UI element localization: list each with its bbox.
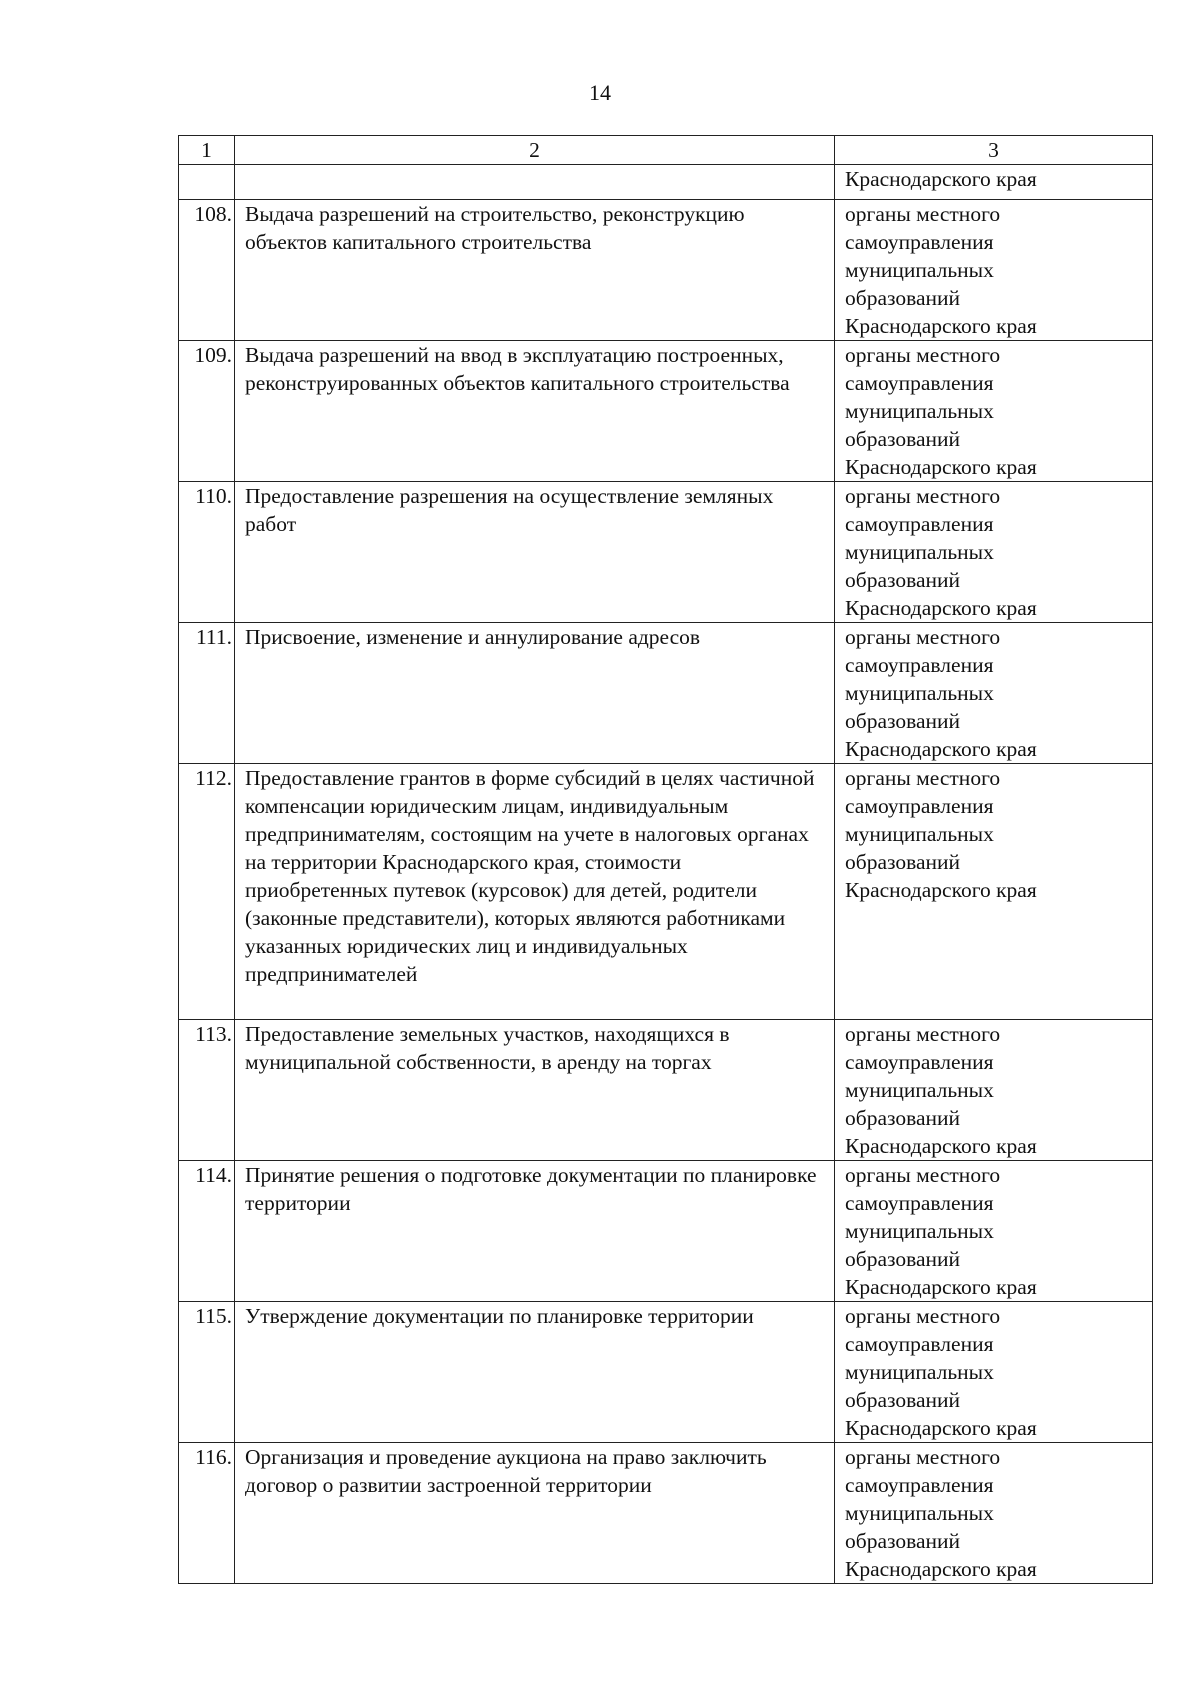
- table-row: [179, 764, 1153, 1020]
- responsible-organ: [835, 1443, 1153, 1584]
- organ-line: Краснодарского края: [845, 1416, 1037, 1440]
- organ-line: образований: [845, 1247, 961, 1271]
- organ-line: образований: [845, 1388, 961, 1412]
- responsible-organ: [835, 200, 1153, 341]
- header-col-2: 2: [235, 136, 835, 165]
- service-description: Принятие решения о подготовке документации по планировке территории: [235, 1161, 835, 1302]
- row-number: 109.: [179, 341, 235, 482]
- organ-line: муниципальных: [845, 399, 994, 423]
- responsible-organ: [835, 1302, 1153, 1443]
- organ-line: самоуправления: [845, 1473, 994, 1497]
- organ-line: муниципальных: [845, 681, 994, 705]
- organ-line: муниципальных: [845, 1360, 994, 1384]
- service-description: Утверждение документации по планировке территории: [235, 1302, 835, 1443]
- organ-line: органы местного: [845, 1304, 1001, 1328]
- organ-line: образований: [845, 1106, 961, 1130]
- header-col-3: 3: [835, 136, 1153, 165]
- organ-line: Краснодарского края: [845, 878, 1037, 902]
- row-number: 115.: [179, 1302, 235, 1443]
- organ-line: муниципальных: [845, 1078, 994, 1102]
- organ-line: самоуправления: [845, 371, 994, 395]
- services-table: [178, 135, 1153, 1584]
- row-number: 110.: [179, 482, 235, 623]
- organ-line: самоуправления: [845, 1332, 994, 1356]
- table-row: [179, 1443, 1153, 1584]
- row-number: 112.: [179, 764, 235, 1020]
- organ-line: самоуправления: [845, 794, 994, 818]
- responsible-organ: [835, 764, 1153, 1020]
- organ-line: Краснодарского края: [845, 314, 1037, 338]
- responsible-organ: [835, 482, 1153, 623]
- organ-line: образований: [845, 1529, 961, 1553]
- service-description: Присвоение, изменение и аннулирование адресов: [235, 623, 835, 764]
- organ-line: Краснодарского края: [845, 1275, 1037, 1299]
- organ-line: муниципальных: [845, 1219, 994, 1243]
- service-description: Предоставление разрешения на осуществление земляных работ: [235, 482, 835, 623]
- service-description: Предоставление земельных участков, находящихся в муниципальной собственности, в аренду на торгах: [235, 1020, 835, 1161]
- organ-line: Краснодарского края: [845, 1557, 1037, 1581]
- table-row: [179, 482, 1153, 623]
- organ-line: органы местного: [845, 1022, 1001, 1046]
- organ-line: Краснодарского края: [845, 455, 1037, 479]
- service-description: Выдача разрешений на ввод в эксплуатацию построенных, реконструированных объектов капитального строительства: [235, 341, 835, 482]
- table-row: [179, 341, 1153, 482]
- organ-line: муниципальных: [845, 822, 994, 846]
- organ-line: органы местного: [845, 202, 1001, 226]
- organ-line: муниципальных: [845, 1501, 994, 1525]
- service-description: Организация и проведение аукциона на право заключить договор о развитии застроенной территории: [235, 1443, 835, 1584]
- organ-line: органы местного: [845, 1163, 1001, 1187]
- organ-line: образований: [845, 850, 961, 874]
- table-body: [179, 165, 1153, 1584]
- responsible-organ: Краснодарского края: [835, 165, 1153, 200]
- row-number: 116.: [179, 1443, 235, 1584]
- organ-line: муниципальных: [845, 258, 994, 282]
- organ-line: органы местного: [845, 766, 1001, 790]
- organ-line: органы местного: [845, 1445, 1001, 1469]
- responsible-organ: [835, 1020, 1153, 1161]
- header-col-1: 1: [179, 136, 235, 165]
- organ-line: самоуправления: [845, 230, 994, 254]
- organ-line: органы местного: [845, 625, 1001, 649]
- table-row: [179, 1161, 1153, 1302]
- row-number: 113.: [179, 1020, 235, 1161]
- row-number: 111.: [179, 623, 235, 764]
- service-description: Предоставление грантов в форме субсидий в целях частичной компенсации юридическим лицам, индивидуальным предпринимателям, состоящим на учете в налоговых органах на территории Краснодарского края, стоимости приобретенных путевок (курсовок) для детей, родители (законные представители), которых являются работниками указанных юридических лиц и индивидуальных предпринимателей: [235, 764, 835, 1020]
- continuation-row: [179, 165, 1153, 200]
- header-row: [179, 136, 1153, 165]
- organ-line: самоуправления: [845, 1050, 994, 1074]
- organ-line: образований: [845, 427, 961, 451]
- organ-line: муниципальных: [845, 540, 994, 564]
- organ-line: образований: [845, 286, 961, 310]
- organ-line: органы местного: [845, 343, 1001, 367]
- organ-line: образований: [845, 709, 961, 733]
- responsible-organ: [835, 623, 1153, 764]
- row-number: 114.: [179, 1161, 235, 1302]
- organ-line: образований: [845, 568, 961, 592]
- organ-line: Краснодарского края: [845, 737, 1037, 761]
- row-number: 108.: [179, 200, 235, 341]
- organ-line: Краснодарского края: [845, 596, 1037, 620]
- page-number: 14: [589, 80, 611, 105]
- organ-line: самоуправления: [845, 512, 994, 536]
- service-description: Выдача разрешений на строительство, реконструкцию объектов капитального строительства: [235, 200, 835, 341]
- table-row: [179, 200, 1153, 341]
- table-row: [179, 1302, 1153, 1443]
- responsible-organ: [835, 341, 1153, 482]
- organ-line: Краснодарского края: [845, 1134, 1037, 1158]
- organ-line: самоуправления: [845, 1191, 994, 1215]
- table-header: [179, 136, 1153, 165]
- organ-line: самоуправления: [845, 653, 994, 677]
- service-description: [235, 165, 835, 200]
- table-row: [179, 623, 1153, 764]
- table-row: [179, 1020, 1153, 1161]
- responsible-organ: [835, 1161, 1153, 1302]
- organ-line: органы местного: [845, 484, 1001, 508]
- row-number: [179, 165, 235, 200]
